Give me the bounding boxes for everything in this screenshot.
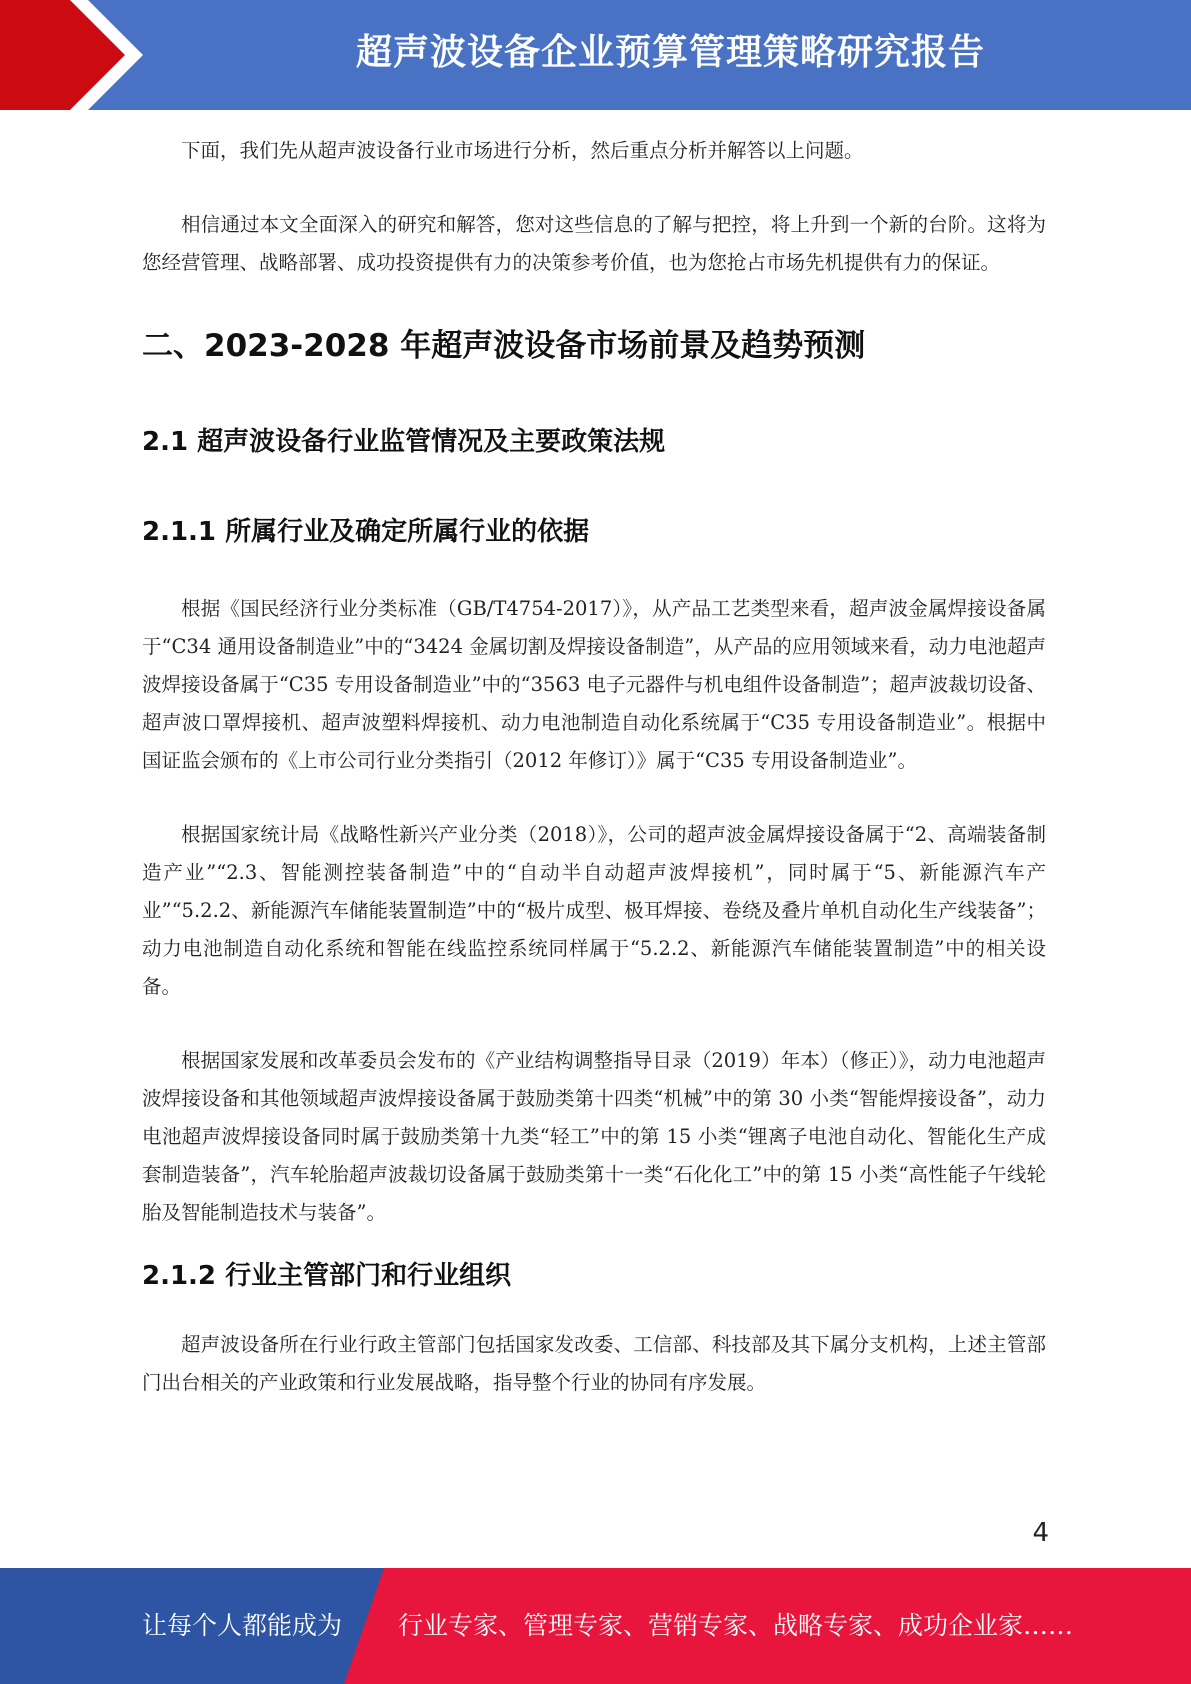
paragraph-2-1-1-b: 根据国家统计局《战略性新兴产业分类（2018）》，公司的超声波金属焊接设备属于“2、高端装备制造产业”“2.3、智能测控装备制造”中的“自动半自动超声波焊接机”，同时属于“5、新能源汽车产业”“5.2.2、新能源汽车储能装置制造”中的“极片成型、极耳焊接、卷绕及叠片单机自动化生产线装备”；动力电池制造自动化系统和智能在线监控系统同样属于“5.2.2、新能源汽车储能装置制造”中的相关设备。 (142, 823, 1046, 998)
paragraph-2-1-1-c: 根据国家发展和改革委员会发布的《产业结构调整指导目录（2019）年本）（修正）》，动力电池超声波焊接设备和其他领域超声波焊接设备属于鼓励类第十四类“机械”中的第 30 小类“智能焊接设备”，动力电池超声波焊接设备同时属于鼓励类第十九类“轻工”中的第 15 小类“锂离子电池自动化、智能化生产成套制造装备”，汽车轮胎超声波裁切设备属于鼓励类第十一类“石化化工”中的第 15 小类“高性能子午线轮胎及智能制造技术与装备”。 (142, 1049, 1046, 1224)
intro-paragraph-1: 下面，我们先从超声波设备行业市场进行分析，然后重点分析并解答以上问题。 (181, 139, 864, 162)
footer-slogan-left: 让每个人都能成为 (142, 1611, 343, 1640)
footer-slogan-right: 行业专家、管理专家、营销专家、战略专家、成功企业家…… (398, 1611, 1074, 1640)
page-header (0, 0, 1191, 110)
page-footer (0, 1568, 1191, 1684)
section-heading-2-1: 2.1 超声波设备行业监管情况及主要政策法规 (142, 427, 666, 457)
section-heading-2: 二、2023-2028 年超声波设备市场前景及趋势预测 (142, 328, 866, 364)
section-heading-2-1-1: 2.1.1 所属行业及确定所属行业的依据 (142, 517, 590, 547)
page-content (142, 130, 1046, 1402)
paragraph-2-1-1-a: 根据《国民经济行业分类标准（GB/T4754-2017）》，从产品工艺类型来看，超声波金属焊接设备属于“C34 通用设备制造业”中的“3424 金属切割及焊接设备制造”，从产品的应用领域来看，动力电池超声波焊接设备属于“C35 专用设备制造业”中的“3563 电子元器件与机电组件设备制造”；超声波裁切设备、超声波口罩焊接机、超声波塑料焊接机、动力电池制造自动化系统属于“C35 专用设备制造业”。根据中国证监会颁布的《上市公司行业分类指引（2012 年修订）》属于“C35 专用设备制造业”。 (142, 597, 1046, 772)
paragraph-2-1-2-a: 超声波设备所在行业行政主管部门包括国家发改委、工信部、科技部及其下属分支机构，上述主管部门出台相关的产业政策和行业发展战略，指导整个行业的协同有序发展。 (142, 1333, 1046, 1394)
section-heading-2-1-2: 2.1.2 行业主管部门和行业组织 (142, 1261, 512, 1291)
intro-paragraph-2: 相信通过本文全面深入的研究和解答，您对这些信息的了解与把控，将上升到一个新的台阶。这将为您经营管理、战略部署、成功投资提供有力的决策参考价值，也为您抢占市场先机提供有力的保证。 (142, 213, 1046, 274)
chevron-arrow-icon (0, 0, 150, 110)
report-title: 超声波设备企业预算管理策略研究报告 (355, 32, 985, 73)
page-number: 4 (1032, 1518, 1049, 1548)
